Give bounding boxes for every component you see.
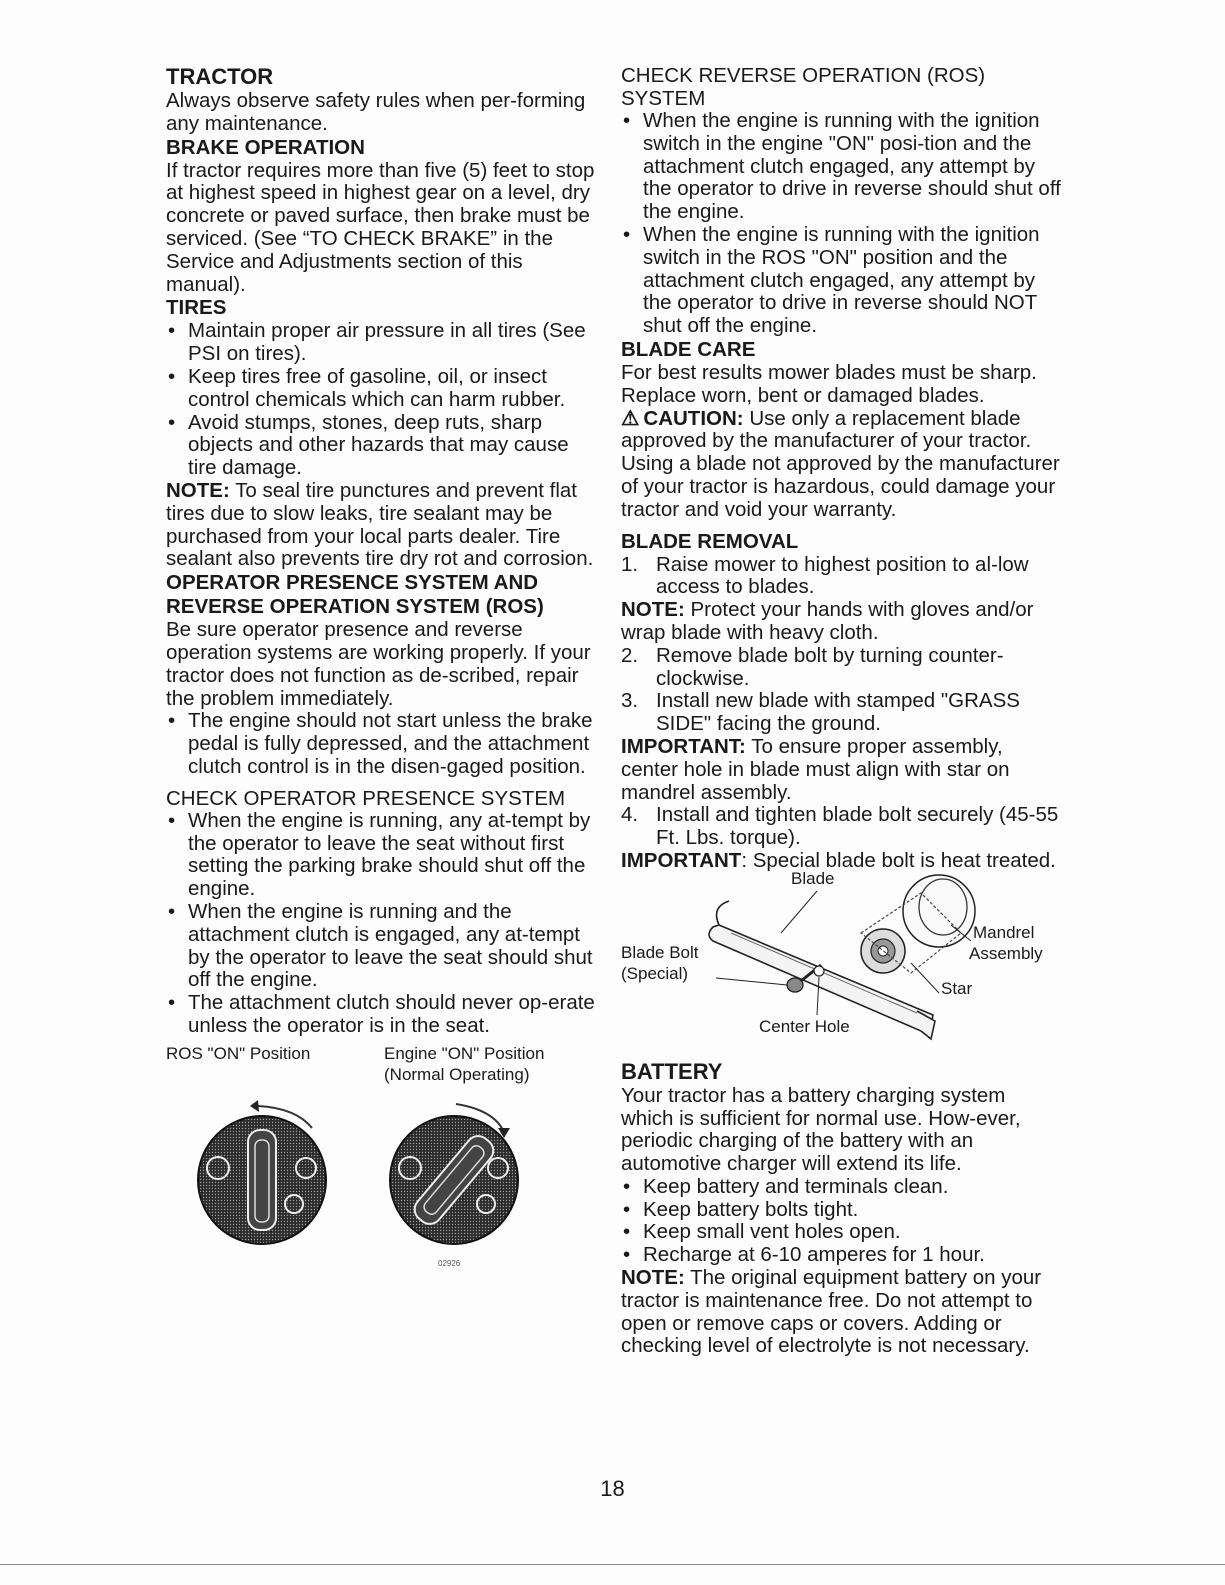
- ros-switch-icon: [198, 1100, 326, 1244]
- page-number: 18: [600, 1476, 625, 1501]
- list-item: • When the engine is running, any at-tempt by the operator to leave the seat without first setting the parking brake should shut off the engine.: [166, 810, 596, 901]
- caution-text: Use only a replacement blade approved by the manufacturer of your tractor. Using a blade not approved by the manufacturer of your tractor is hazardous, could damage your tractor and void your warranty.: [621, 406, 1060, 521]
- list-item: • The engine should not start unless the brake pedal is fully depressed, and the attachment clutch control is in the disen-gaged position.: [166, 710, 596, 778]
- blade-care-heading: BLADE CARE: [621, 337, 756, 361]
- ros-caption: ROS "ON" Position: [166, 1043, 311, 1063]
- label-mandrel: Mandrel: [973, 922, 1035, 942]
- engine-switch-icon: [390, 1104, 518, 1244]
- blade-care-text: For best results mower blades must be sharp. Replace worn, bent or damaged blades.: [621, 360, 1037, 407]
- tires-heading: TIRES: [166, 296, 227, 320]
- list-item: • Keep battery and terminals clean.: [621, 1176, 1061, 1199]
- list-item: • The attachment clutch should never op-erate unless the operator is in the seat.: [166, 992, 596, 1038]
- list-item: • Keep battery bolts tight.: [621, 1199, 1061, 1222]
- label-blade-bolt: Blade Bolt: [621, 942, 699, 962]
- check-ros-list: [621, 110, 1061, 338]
- list-item: • When the engine is running and the attachment clutch is engaged, any at-tempt by the operator to leave the seat should shut off the engine.: [166, 901, 596, 992]
- tire-note: [166, 480, 596, 571]
- caution-label: CAUTION:: [643, 406, 744, 430]
- label-star: Star: [941, 978, 973, 998]
- list-item: • Keep tires free of gasoline, oil, or insect control chemicals which can harm rubber.: [166, 366, 596, 412]
- list-item: • Avoid stumps, stones, deep ruts, sharp objects and other hazards that may cause tire damage.: [166, 412, 596, 480]
- list-item: 2. Remove blade bolt by turning counter-clockwise.: [621, 643, 1004, 690]
- label-blade: Blade: [791, 868, 835, 888]
- battery-heading: BATTERY: [621, 1058, 723, 1084]
- blade-removal-steps-a: [621, 554, 1061, 600]
- bottom-divider: [0, 1564, 1225, 1565]
- engine-caption-sub: (Normal Operating): [384, 1064, 530, 1084]
- ops-text: Be sure operator presence and reverse operation systems are working properly. If your tractor does not function as de-scribed, repair the problem immediately.: [166, 618, 591, 710]
- blade-removal-steps-b: [621, 645, 1061, 736]
- list-item: • Maintain proper air pressure in all tires (See PSI on tires).: [166, 320, 596, 366]
- list-item: • When the engine is running with the ignition switch in the ROS "ON" position and the attachment clutch engaged, any attempt by the operator to drive in reverse should NOT shut off the engine.: [621, 224, 1061, 338]
- gloves-note: NOTE: Protect your hands with gloves and/or wrap blade with heavy cloth.: [621, 598, 1034, 644]
- tractor-heading: TRACTOR: [166, 64, 274, 89]
- right-column: [621, 64, 1061, 1358]
- part-code: 02926: [438, 1258, 461, 1268]
- note-label: NOTE:: [621, 1266, 685, 1290]
- ops-list: [166, 710, 596, 778]
- mandrel-assembly-icon: [861, 875, 975, 973]
- note-text: To seal tire punctures and prevent flat tires due to slow leaks, tire sealant may be purchased from your local parts dealer. Tire sealant also prevents tire dry rot and corrosion.: [166, 478, 594, 571]
- important-label: IMPORTANT: [621, 848, 742, 872]
- blade-removal-steps-c: [621, 804, 1061, 850]
- list-item: • When the engine is running with the ignition switch in the engine "ON" posi-tion and the attachment clutch engaged, any attempt by the operator to drive in reverse should shut off the engine.: [621, 110, 1061, 224]
- important-assembly: IMPORTANT: To ensure proper assembly, center hole in blade must align with star on mandrel assembly.: [621, 734, 1010, 804]
- caution-paragraph: [621, 408, 1061, 522]
- battery-text: Your tractor has a battery charging system which is sufficient for normal use. How-ever, periodic charging of the battery with an automotive charger will extend its life.: [621, 1083, 1021, 1176]
- brake-heading: BRAKE OPERATION: [166, 135, 365, 159]
- check-ops-heading: CHECK OPERATOR PRESENCE SYSTEM: [166, 786, 566, 810]
- ignition-switch-figure: [166, 1044, 596, 1274]
- brake-text: If tractor requires more than five (5) feet to stop at highest speed in highest gear on a level, dry concrete or paved surface, then brake must be serviced. (See “TO CHECK BRAKE” in the Service and Adjustments section of this manual).: [166, 158, 595, 296]
- tractor-intro: Always observe safety rules when per-forming any maintenance.: [166, 89, 586, 135]
- ignition-switch-drawings: [166, 1088, 596, 1273]
- blade-removal-heading: BLADE REMOVAL: [621, 529, 799, 553]
- battery-list: [621, 1176, 1061, 1267]
- important-heat-treated: IMPORTANT: Special blade bolt is heat treated.: [621, 848, 1056, 872]
- check-ros-heading: CHECK REVERSE OPERATION (ROS) SYSTEM: [621, 64, 986, 110]
- label-special: (Special): [621, 963, 689, 983]
- left-column: [166, 64, 596, 1274]
- battery-note: NOTE: The original equipment battery on your tractor is maintenance free. Do not attempt to open or remove caps or covers. Adding or checking level of electrolyte is not necessary.: [621, 1266, 1042, 1358]
- ops-heading: OPERATOR PRESENCE SYSTEM AND REVERSE OPERATION SYSTEM (ROS): [166, 571, 544, 619]
- label-assembly: Assembly: [969, 943, 1043, 963]
- label-center-hole: Center Hole: [759, 1016, 850, 1036]
- engine-caption: Engine "ON" Position: [384, 1043, 545, 1063]
- list-item: 4. Install and tighten blade bolt securely (45-55 Ft. Lbs. torque).: [621, 803, 1059, 850]
- list-item: • Recharge at 6-10 amperes for 1 hour.: [621, 1244, 1061, 1267]
- blade-figure: [621, 863, 1061, 1045]
- list-item: 1. Raise mower to highest position to al-low access to blades.: [621, 552, 1029, 599]
- check-ops-list: [166, 810, 596, 1038]
- warning-triangle-icon: ⚠: [621, 406, 640, 430]
- note-label: NOTE:: [166, 478, 230, 502]
- list-item: • Keep small vent holes open.: [621, 1221, 1061, 1244]
- important-label: IMPORTANT:: [621, 734, 746, 758]
- list-item: 3. Install new blade with stamped "GRASS SIDE" facing the ground.: [621, 689, 1020, 736]
- note-label: NOTE:: [621, 598, 685, 622]
- tires-list: [166, 320, 596, 480]
